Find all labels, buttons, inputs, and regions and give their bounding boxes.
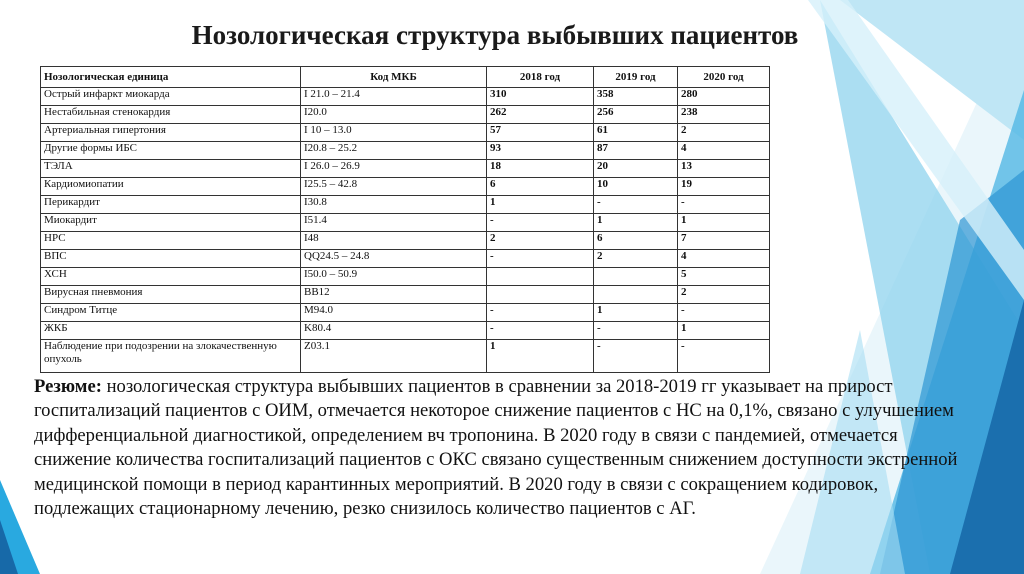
cell-code: M94.0 [301, 304, 487, 322]
cell-2018: - [487, 322, 594, 340]
nosology-table [40, 66, 770, 373]
cell-nosology: ЖКБ [41, 322, 301, 340]
cell-2018: 2 [487, 232, 594, 250]
cell-2019: 2 [594, 250, 678, 268]
cell-2018 [487, 268, 594, 286]
table-row [41, 160, 770, 178]
table-row [41, 286, 770, 304]
cell-nosology: Артериальная гипертония [41, 124, 301, 142]
cell-2020: 4 [678, 142, 770, 160]
table-row [41, 124, 770, 142]
cell-code: I50.0 – 50.9 [301, 268, 487, 286]
cell-2019: 10 [594, 178, 678, 196]
table-row [41, 250, 770, 268]
cell-2019: 1 [594, 304, 678, 322]
cell-2019: 20 [594, 160, 678, 178]
cell-code: I25.5 – 42.8 [301, 178, 487, 196]
cell-code: I 21.0 – 21.4 [301, 88, 487, 106]
cell-2019: - [594, 322, 678, 340]
cell-2019: - [594, 196, 678, 214]
cell-2018: 310 [487, 88, 594, 106]
table-body [41, 88, 770, 373]
table-row [41, 322, 770, 340]
cell-nosology: Миокардит [41, 214, 301, 232]
cell-nosology: ВПС [41, 250, 301, 268]
table-row [41, 232, 770, 250]
cell-2020: - [678, 304, 770, 322]
cell-2018: - [487, 304, 594, 322]
cell-2020: 238 [678, 106, 770, 124]
cell-nosology: ХСН [41, 268, 301, 286]
cell-2018 [487, 286, 594, 304]
cell-2020: 280 [678, 88, 770, 106]
cell-nosology: Синдром Титце [41, 304, 301, 322]
cell-2020: 13 [678, 160, 770, 178]
cell-nosology: Острый инфаркт миокарда [41, 88, 301, 106]
cell-2020: - [678, 340, 770, 373]
cell-2018: 1 [487, 340, 594, 373]
table-row [41, 142, 770, 160]
cell-code: I30.8 [301, 196, 487, 214]
cell-code: I48 [301, 232, 487, 250]
table-row [41, 268, 770, 286]
cell-2020: 1 [678, 322, 770, 340]
cell-2019 [594, 286, 678, 304]
header-2019: 2019 год [594, 67, 678, 88]
page-title: Нозологическая структура выбывших пациентов [191, 20, 799, 50]
cell-2020: 4 [678, 250, 770, 268]
cell-2019: 87 [594, 142, 678, 160]
cell-2019: 1 [594, 214, 678, 232]
header-2020: 2020 год [678, 67, 770, 88]
cell-2020: 7 [678, 232, 770, 250]
cell-nosology: Другие формы ИБС [41, 142, 301, 160]
table-row [41, 304, 770, 322]
cell-2018: 6 [487, 178, 594, 196]
resume-paragraph [34, 375, 964, 521]
cell-2018: 262 [487, 106, 594, 124]
cell-code: BB12 [301, 286, 487, 304]
cell-2018: 18 [487, 160, 594, 178]
nosology-table-container [40, 66, 769, 373]
cell-2020: 2 [678, 124, 770, 142]
cell-2020: 19 [678, 178, 770, 196]
cell-2020: - [678, 196, 770, 214]
cell-2018: 1 [487, 196, 594, 214]
header-nosology: Нозологическая единица [41, 67, 301, 88]
cell-2018: - [487, 250, 594, 268]
table-row [41, 340, 770, 373]
cell-2019: 6 [594, 232, 678, 250]
table-row [41, 178, 770, 196]
resume-label: Резюме: [34, 376, 102, 397]
cell-nosology: Кардиомиопатии [41, 178, 301, 196]
cell-2019: 256 [594, 106, 678, 124]
cell-code: I51.4 [301, 214, 487, 232]
cell-code: K80.4 [301, 322, 487, 340]
cell-2018: 93 [487, 142, 594, 160]
cell-code: I20.0 [301, 106, 487, 124]
header-2018: 2018 год [487, 67, 594, 88]
cell-2019: - [594, 340, 678, 373]
table-row [41, 196, 770, 214]
cell-2020: 5 [678, 268, 770, 286]
cell-nosology: ТЭЛА [41, 160, 301, 178]
cell-code: I 10 – 13.0 [301, 124, 487, 142]
cell-code: QQ24.5 – 24.8 [301, 250, 487, 268]
header-icd-code: Код МКБ [301, 67, 487, 88]
table-header-row [41, 67, 770, 88]
resume-text: нозологическая структура выбывших пациентов в сравнении за 2018-2019 гг указывает на прирост госпитализаций пациентов с ОИМ, отмечается некоторое снижение пациентов с НС на 0,1%, связано с улучшением дифференциальной диагностикой, определением вч тропонина. В 2020 году в связи с пандемией, отмечается снижение количества госпитализаций пациентов с ОКС связано существенным снижением доступности экстренной медицинской помощи в период карантинных мероприятий. В 2020 году в связи с сокращением кодировок, подлежащих стационарному лечению, резко снизилось количество пациентов с АГ. [34, 376, 958, 520]
table-row [41, 106, 770, 124]
cell-2020: 2 [678, 286, 770, 304]
table-row [41, 88, 770, 106]
cell-nosology: Вирусная пневмония [41, 286, 301, 304]
cell-code: I 26.0 – 26.9 [301, 160, 487, 178]
cell-2020: 1 [678, 214, 770, 232]
cell-code: I20.8 – 25.2 [301, 142, 487, 160]
cell-code: Z03.1 [301, 340, 487, 373]
cell-2019 [594, 268, 678, 286]
table-row [41, 214, 770, 232]
cell-nosology: Наблюдение при подозрении на злокачественную опухоль [41, 340, 301, 373]
cell-2018: - [487, 214, 594, 232]
cell-nosology: Нестабильная стенокардия [41, 106, 301, 124]
cell-2018: 57 [487, 124, 594, 142]
cell-2019: 61 [594, 124, 678, 142]
cell-nosology: НРС [41, 232, 301, 250]
cell-nosology: Перикардит [41, 196, 301, 214]
cell-2019: 358 [594, 88, 678, 106]
